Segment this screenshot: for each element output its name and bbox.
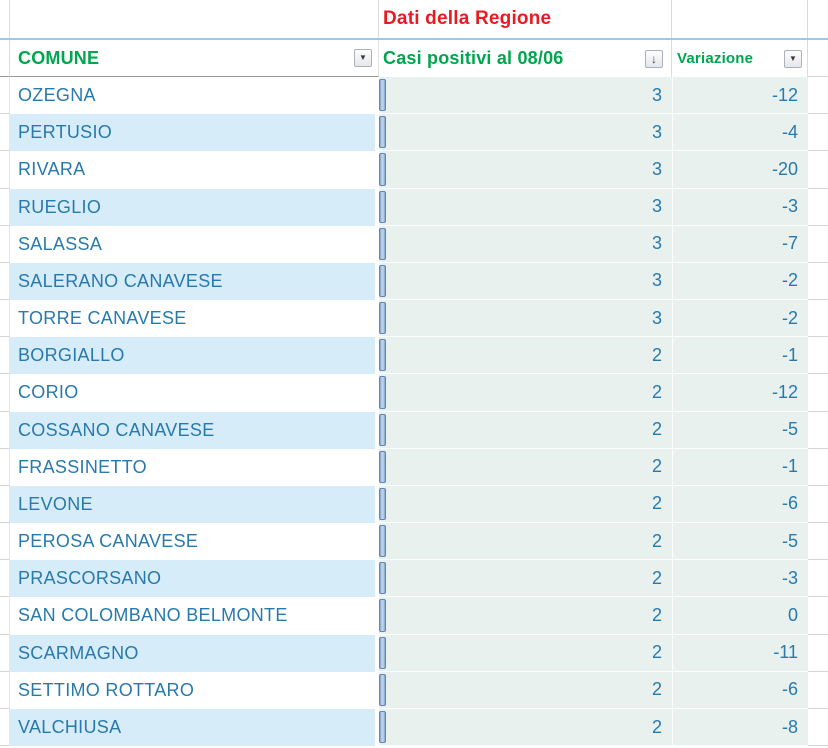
casi-sort-filter-button[interactable] <box>645 50 663 68</box>
row-margin-right <box>808 337 828 374</box>
databar-icon <box>379 376 386 408</box>
row-margin-right <box>808 114 828 151</box>
row-margin-left <box>0 151 10 188</box>
row-margin-right <box>808 300 828 337</box>
banner-margin-right <box>808 0 828 38</box>
variazione-cell[interactable] <box>672 300 808 337</box>
comune-name: SALERANO CANAVESE <box>18 270 223 291</box>
variazione-cell[interactable] <box>672 226 808 263</box>
variazione-cell[interactable] <box>672 263 808 300</box>
comune-name: SCARMAGNO <box>18 642 139 663</box>
variazione-filter-button[interactable] <box>784 50 802 68</box>
row-margin-left <box>0 374 10 411</box>
table-row <box>0 374 828 411</box>
variazione-cell[interactable] <box>672 337 808 374</box>
casi-value: 2 <box>651 716 662 737</box>
casi-value: 3 <box>651 84 662 105</box>
row-margin-left <box>0 635 10 672</box>
comune-name: SAN COLOMBANO BELMONTE <box>18 605 288 626</box>
comune-cell[interactable] <box>10 263 375 300</box>
table-row <box>0 114 828 151</box>
databar-icon <box>379 488 386 520</box>
casi-cell[interactable] <box>379 226 672 263</box>
comune-cell[interactable] <box>10 77 375 114</box>
row-margin-right <box>808 709 828 746</box>
comune-cell[interactable] <box>10 300 375 337</box>
comune-name: LEVONE <box>18 493 93 514</box>
databar-icon <box>379 414 386 446</box>
variazione-cell[interactable] <box>672 449 808 486</box>
row-margin-right <box>808 597 828 634</box>
databar-icon <box>379 637 386 669</box>
row-margin-left <box>0 77 10 114</box>
casi-cell[interactable] <box>379 597 672 634</box>
table-row <box>0 337 828 374</box>
comune-name: VALCHIUSA <box>18 717 122 737</box>
casi-cell[interactable] <box>379 337 672 374</box>
variazione-value: -3 <box>781 567 798 588</box>
table-row <box>0 709 828 746</box>
casi-cell[interactable] <box>379 486 672 523</box>
variazione-cell[interactable] <box>672 412 808 449</box>
variazione-value: -5 <box>781 530 798 551</box>
casi-cell[interactable] <box>379 449 672 486</box>
casi-value: 3 <box>651 270 662 291</box>
table-row <box>0 486 828 523</box>
variazione-header-label: Variazione <box>677 50 754 67</box>
variazione-value: -2 <box>781 270 798 291</box>
databar-icon <box>379 525 386 557</box>
row-margin-left <box>0 672 10 709</box>
filter-dropdown-icon: ▼ <box>789 53 797 63</box>
row-margin-right <box>808 672 828 709</box>
comune-name: COSSANO CANAVESE <box>18 419 215 440</box>
header-cell-casi[interactable] <box>379 40 672 77</box>
databar-icon <box>379 711 386 743</box>
databar-icon <box>379 191 386 223</box>
variazione-value: 0 <box>787 604 798 625</box>
variazione-cell[interactable] <box>672 486 808 523</box>
comune-cell[interactable] <box>10 523 375 560</box>
casi-value: 3 <box>651 121 662 142</box>
casi-cell[interactable] <box>379 635 672 672</box>
comune-name: PRASCORSANO <box>18 568 162 589</box>
row-margin-right <box>808 77 828 114</box>
variazione-cell[interactable] <box>672 151 808 188</box>
variazione-value: -2 <box>781 307 798 328</box>
table-row <box>0 300 828 337</box>
casi-cell[interactable] <box>379 412 672 449</box>
databar-icon <box>379 599 386 631</box>
row-margin-left <box>0 412 10 449</box>
casi-value: 2 <box>651 381 662 402</box>
variazione-value: -6 <box>781 493 798 514</box>
header-cell-comune[interactable] <box>10 40 379 77</box>
casi-cell[interactable] <box>379 709 672 746</box>
databar-icon <box>379 674 386 706</box>
table-row <box>0 226 828 263</box>
variazione-cell[interactable] <box>672 709 808 746</box>
table-body <box>0 77 828 746</box>
casi-cell[interactable] <box>379 560 672 597</box>
comune-cell[interactable] <box>10 635 375 672</box>
variazione-cell[interactable] <box>672 374 808 411</box>
row-margin-right <box>808 523 828 560</box>
casi-cell[interactable] <box>379 263 672 300</box>
variazione-cell[interactable] <box>672 672 808 709</box>
casi-cell[interactable] <box>379 374 672 411</box>
row-margin-right <box>808 412 828 449</box>
casi-value: 3 <box>651 307 662 328</box>
row-margin-right <box>808 560 828 597</box>
variazione-value: -7 <box>781 233 798 254</box>
row-margin-left <box>0 114 10 151</box>
comune-cell[interactable] <box>10 151 375 188</box>
row-margin-right <box>808 263 828 300</box>
casi-value: 2 <box>651 604 662 625</box>
row-margin-left <box>0 486 10 523</box>
comune-filter-button[interactable] <box>354 49 372 67</box>
databar-icon <box>379 562 386 594</box>
table-row <box>0 189 828 226</box>
header-margin-right <box>808 40 828 77</box>
row-margin-left <box>0 597 10 634</box>
variazione-value: -3 <box>781 196 798 217</box>
row-margin-right <box>808 189 828 226</box>
table-row <box>0 151 828 188</box>
databar-icon <box>379 265 386 297</box>
variazione-value: -12 <box>771 84 798 105</box>
banner-cell[interactable] <box>379 0 672 38</box>
comune-cell[interactable] <box>10 226 375 263</box>
comune-cell[interactable] <box>10 374 375 411</box>
banner-title: Dati della Regione <box>383 8 552 29</box>
casi-value: 3 <box>651 233 662 254</box>
comune-cell[interactable] <box>10 597 375 634</box>
casi-value: 2 <box>651 567 662 588</box>
variazione-value: -1 <box>781 456 798 477</box>
comune-name: BORGIALLO <box>18 345 125 366</box>
row-margin-right <box>808 635 828 672</box>
row-margin-left <box>0 560 10 597</box>
casi-value: 3 <box>651 196 662 217</box>
row-margin-left <box>0 263 10 300</box>
variazione-value: -4 <box>781 121 798 142</box>
variazione-value: -12 <box>771 381 798 402</box>
casi-cell[interactable] <box>379 189 672 226</box>
comune-cell[interactable] <box>10 412 375 449</box>
comune-name: PEROSA CANAVESE <box>18 531 199 552</box>
variazione-value: -1 <box>781 344 798 365</box>
comune-name: OZEGNA <box>18 85 96 106</box>
comune-name: CORIO <box>18 382 79 403</box>
variazione-cell[interactable] <box>672 77 808 114</box>
databar-icon <box>379 228 386 260</box>
comune-name: RIVARA <box>18 159 86 180</box>
variazione-value: -8 <box>781 716 798 737</box>
variazione-value: -11 <box>773 642 798 663</box>
casi-cell[interactable] <box>379 77 672 114</box>
casi-cell[interactable] <box>379 151 672 188</box>
row-margin-left <box>0 523 10 560</box>
table-header-row <box>0 40 828 77</box>
casi-value: 2 <box>651 530 662 551</box>
table-row <box>0 523 828 560</box>
variazione-cell[interactable] <box>672 114 808 151</box>
row-margin-left <box>0 300 10 337</box>
databar-icon <box>379 79 386 111</box>
comune-name: TORRE CANAVESE <box>18 308 187 329</box>
banner-empty-cell-right[interactable] <box>672 0 808 38</box>
casi-value: 2 <box>651 456 662 477</box>
header-margin-left <box>0 40 10 77</box>
comune-cell[interactable] <box>10 449 375 486</box>
row-margin-right <box>808 151 828 188</box>
banner-empty-cell[interactable] <box>10 0 379 38</box>
row-margin-right <box>808 374 828 411</box>
comune-cell[interactable] <box>10 486 375 523</box>
row-margin-left <box>0 226 10 263</box>
comune-cell[interactable] <box>10 709 375 746</box>
variazione-cell[interactable] <box>672 597 808 634</box>
casi-value: 2 <box>651 679 662 700</box>
comune-name: PERTUSIO <box>18 122 113 143</box>
table-row <box>0 672 828 709</box>
table-row <box>0 635 828 672</box>
databar-icon <box>379 339 386 371</box>
casi-cell[interactable] <box>379 672 672 709</box>
comune-cell[interactable] <box>10 672 375 709</box>
comune-name: FRASSINETTO <box>18 456 147 477</box>
variazione-value: -6 <box>781 679 798 700</box>
comune-cell[interactable] <box>10 189 375 226</box>
row-margin-right <box>808 226 828 263</box>
table-row <box>0 597 828 634</box>
casi-header-label: Casi positivi al 08/06 <box>383 48 564 68</box>
comune-name: SETTIMO ROTTARO <box>18 679 195 700</box>
sort-descending-icon: ↓ <box>651 51 657 66</box>
variazione-cell[interactable] <box>672 560 808 597</box>
variazione-cell[interactable] <box>672 189 808 226</box>
variazione-value: -20 <box>771 158 798 179</box>
comune-name: SALASSA <box>18 233 103 254</box>
row-margin-right <box>808 449 828 486</box>
table-row <box>0 560 828 597</box>
comune-cell[interactable] <box>10 560 375 597</box>
comune-cell[interactable] <box>10 337 375 374</box>
casi-cell[interactable] <box>379 300 672 337</box>
row-margin-left <box>0 449 10 486</box>
casi-value: 2 <box>651 642 662 663</box>
casi-value: 2 <box>651 493 662 514</box>
variazione-value: -5 <box>781 419 798 440</box>
databar-icon <box>379 451 386 483</box>
row-margin-left <box>0 337 10 374</box>
databar-icon <box>379 153 386 185</box>
table-row <box>0 77 828 114</box>
banner-margin-left <box>0 0 10 38</box>
casi-value: 3 <box>651 158 662 179</box>
comune-name: RUEGLIO <box>18 196 102 217</box>
comune-cell[interactable] <box>10 114 375 151</box>
table-row <box>0 412 828 449</box>
table-row <box>0 263 828 300</box>
table-row <box>0 449 828 486</box>
row-margin-left <box>0 709 10 746</box>
casi-cell[interactable] <box>379 114 672 151</box>
row-margin-right <box>808 486 828 523</box>
casi-value: 2 <box>651 344 662 365</box>
filter-dropdown-icon: ▼ <box>359 53 367 62</box>
databar-icon <box>379 302 386 334</box>
databar-icon <box>379 116 386 148</box>
comune-header-label: COMUNE <box>18 47 100 68</box>
header-cell-variazione[interactable] <box>672 40 808 77</box>
casi-value: 2 <box>651 419 662 440</box>
variazione-cell[interactable] <box>672 635 808 672</box>
casi-cell[interactable] <box>379 523 672 560</box>
banner-row <box>0 0 828 40</box>
variazione-cell[interactable] <box>672 523 808 560</box>
row-margin-left <box>0 189 10 226</box>
